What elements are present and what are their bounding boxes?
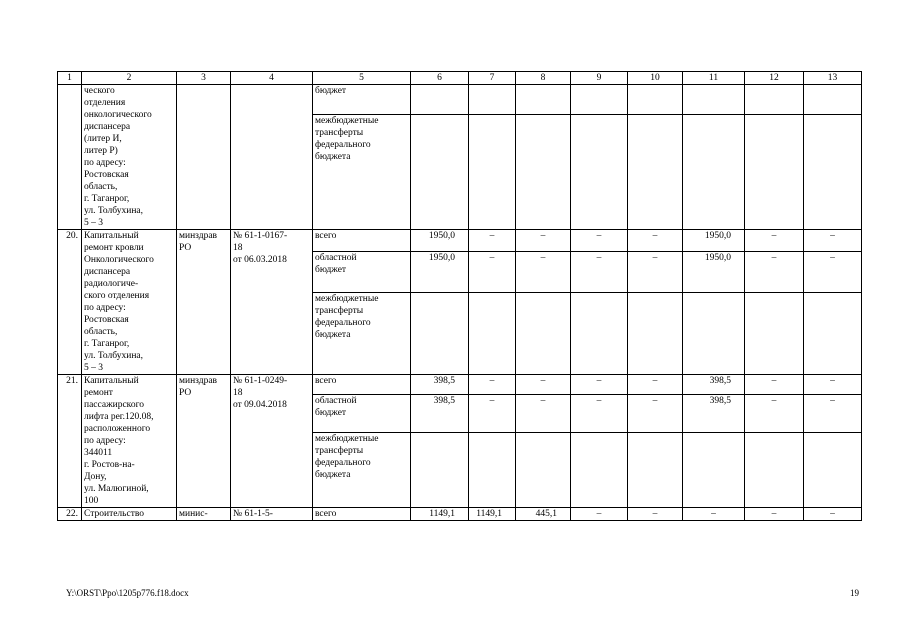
- amount-cell: –: [628, 508, 683, 521]
- amount-cell: –: [628, 394, 683, 432]
- amount-cell: 398,5: [683, 394, 745, 432]
- amount-cell: [411, 115, 469, 230]
- amount-cell: 398,5: [411, 394, 469, 432]
- column-number: 6: [411, 72, 469, 85]
- column-number: 13: [804, 72, 862, 85]
- document-number: № 61-1-0249- 18 от 09.04.2018: [231, 375, 313, 508]
- amount-cell: [628, 433, 683, 508]
- funding-source: всего: [313, 375, 411, 395]
- column-number: 10: [628, 72, 683, 85]
- amount-cell: 1149,1: [469, 508, 516, 521]
- column-number: 2: [82, 72, 177, 85]
- amount-cell: –: [469, 375, 516, 395]
- amount-cell: [571, 115, 628, 230]
- column-number: 11: [683, 72, 745, 85]
- page-number: 19: [850, 588, 859, 598]
- column-number: 4: [231, 72, 313, 85]
- amount-cell: –: [745, 508, 804, 521]
- column-number: 9: [571, 72, 628, 85]
- amount-cell: 445,1: [516, 508, 571, 521]
- column-number: 3: [177, 72, 231, 85]
- funding-source: межбюджетные трансферты федерального бюджета: [313, 115, 411, 230]
- agency: минздрав РО: [177, 375, 231, 508]
- amount-cell: [469, 115, 516, 230]
- column-number-row: [58, 72, 862, 85]
- agency: минис-: [177, 508, 231, 521]
- amount-cell: –: [516, 394, 571, 432]
- amount-cell: [745, 293, 804, 375]
- object-name: Капитальный ремонт кровли Онкологического диспансера радиологиче- ского отделения по адресу: Ростовская область, г. Таганрог, ул. Толбухина, 5 – 3: [82, 230, 177, 375]
- column-number: 5: [313, 72, 411, 85]
- column-number: 1: [58, 72, 82, 85]
- table-row: [58, 375, 862, 395]
- funding-source: межбюджетные трансферты федерального бюджета: [313, 293, 411, 375]
- amount-cell: –: [628, 230, 683, 252]
- amount-cell: [683, 85, 745, 115]
- amount-cell: [516, 293, 571, 375]
- amount-cell: 1950,0: [411, 230, 469, 252]
- amount-cell: [571, 433, 628, 508]
- amount-cell: [683, 433, 745, 508]
- row-number: 22.: [58, 508, 82, 521]
- amount-cell: [516, 433, 571, 508]
- amount-cell: –: [571, 508, 628, 521]
- amount-cell: [411, 293, 469, 375]
- amount-cell: –: [469, 394, 516, 432]
- amount-cell: [516, 115, 571, 230]
- amount-cell: [683, 115, 745, 230]
- amount-cell: –: [804, 508, 862, 521]
- amount-cell: –: [804, 251, 862, 293]
- funding-source: областной бюджет: [313, 251, 411, 293]
- funding-source: всего: [313, 230, 411, 252]
- amount-cell: –: [516, 251, 571, 293]
- amount-cell: [745, 433, 804, 508]
- object-name: Капитальный ремонт пассажирского лифта рег.120.08, расположенного по адресу: 344011 г. Ростов-на- Дону, ул. Малюгиной, 100: [82, 375, 177, 508]
- amount-cell: [804, 85, 862, 115]
- amount-cell: 1950,0: [683, 230, 745, 252]
- row-number: [58, 85, 82, 230]
- amount-cell: –: [469, 251, 516, 293]
- amount-cell: –: [469, 230, 516, 252]
- amount-cell: –: [745, 230, 804, 252]
- amount-cell: –: [516, 375, 571, 395]
- row-number: 20.: [58, 230, 82, 375]
- table-row: [58, 85, 862, 115]
- table-row: [58, 230, 862, 252]
- amount-cell: –: [571, 251, 628, 293]
- amount-cell: 1950,0: [683, 251, 745, 293]
- object-name: Строительство: [82, 508, 177, 521]
- amount-cell: –: [745, 251, 804, 293]
- amount-cell: –: [571, 394, 628, 432]
- amount-cell: [469, 293, 516, 375]
- amount-cell: –: [628, 251, 683, 293]
- funding-source: бюджет: [313, 85, 411, 115]
- column-number: 7: [469, 72, 516, 85]
- document-number: № 61-1-5-: [231, 508, 313, 521]
- amount-cell: 1149,1: [411, 508, 469, 521]
- amount-cell: [571, 293, 628, 375]
- table-row: [58, 508, 862, 521]
- row-number: 21.: [58, 375, 82, 508]
- amount-cell: –: [745, 394, 804, 432]
- amount-cell: [745, 115, 804, 230]
- amount-cell: [683, 293, 745, 375]
- funding-source: всего: [313, 508, 411, 521]
- amount-cell: 1950,0: [411, 251, 469, 293]
- amount-cell: 398,5: [683, 375, 745, 395]
- agency: [177, 85, 231, 230]
- amount-cell: –: [571, 375, 628, 395]
- amount-cell: –: [683, 508, 745, 521]
- agency: минздрав РО: [177, 230, 231, 375]
- amount-cell: [516, 85, 571, 115]
- amount-cell: –: [804, 230, 862, 252]
- document-number: [231, 85, 313, 230]
- object-name: ческого отделения онкологического диспансера (литер И, литер Р) по адресу: Ростовская область, г. Таганрог, ул. Толбухина, 5 – 3: [82, 85, 177, 230]
- amount-cell: –: [804, 375, 862, 395]
- column-number: 8: [516, 72, 571, 85]
- file-path: Y:\ORST\Ppo\1205p776.f18.docx: [66, 588, 189, 598]
- amount-cell: [411, 433, 469, 508]
- amount-cell: [571, 85, 628, 115]
- document-number: № 61-1-0167- 18 от 06.03.2018: [231, 230, 313, 375]
- amount-cell: [804, 293, 862, 375]
- budget-table: [57, 71, 862, 521]
- amount-cell: [628, 293, 683, 375]
- amount-cell: –: [571, 230, 628, 252]
- funding-source: областной бюджет: [313, 394, 411, 432]
- funding-source: межбюджетные трансферты федерального бюджета: [313, 433, 411, 508]
- amount-cell: [745, 85, 804, 115]
- amount-cell: [411, 85, 469, 115]
- amount-cell: [804, 433, 862, 508]
- amount-cell: –: [628, 375, 683, 395]
- amount-cell: –: [745, 375, 804, 395]
- amount-cell: [469, 433, 516, 508]
- amount-cell: –: [516, 230, 571, 252]
- amount-cell: [628, 85, 683, 115]
- column-number: 12: [745, 72, 804, 85]
- amount-cell: 398,5: [411, 375, 469, 395]
- amount-cell: [469, 85, 516, 115]
- table-body: [58, 72, 862, 521]
- amount-cell: –: [804, 394, 862, 432]
- amount-cell: [804, 115, 862, 230]
- amount-cell: [628, 115, 683, 230]
